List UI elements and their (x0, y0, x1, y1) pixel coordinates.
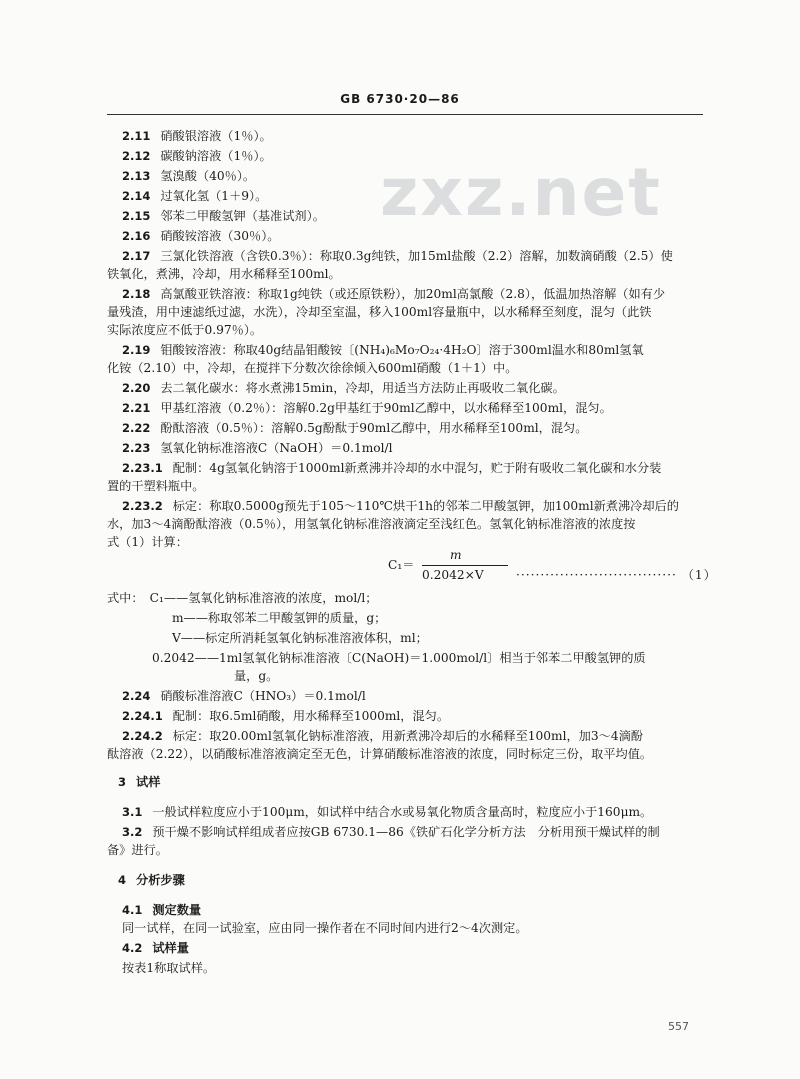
text-line (122, 688, 366, 704)
line-text: 标定：称取0.5000g预先于105～110℃烘干1h的邻苯二甲酸氢钾，加100ml新煮沸冷却后的 (172, 499, 679, 513)
clause-number: 2.23 (122, 441, 151, 455)
line-text: 试样量 (152, 941, 189, 955)
clause-number: 2.24.1 (122, 709, 163, 723)
text-line (122, 440, 393, 456)
text-line (122, 168, 255, 184)
text-line (122, 286, 665, 302)
clause-number: 2.15 (122, 209, 151, 223)
line-text: 测定数量 (152, 903, 202, 917)
line-text: 配制：取6.5ml硝酸，用水稀释至1000ml，混匀。 (172, 709, 450, 723)
line-text: 去二氧化碳水：将水煮沸15min，冷却，用适当方法防止再吸收二氧化碳。 (160, 381, 565, 395)
section-heading (118, 872, 185, 888)
clause-number: 2.21 (122, 401, 151, 415)
text-line (107, 360, 517, 376)
text-line (122, 342, 644, 358)
line-text: 铁氧化，煮沸，冷却，用水稀释至100ml。 (107, 267, 341, 281)
line-text: 水，加3～4滴酚酞溶液（0.5％），用氢氧化钠标准溶液滴定至浅红色。氢氧化钠标准溶液的浓度按 (107, 517, 636, 531)
text-line (122, 460, 661, 476)
line-text: 式（1）计算： (107, 535, 188, 549)
line-text: 硝酸标准溶液C（HNO₃）＝0.1mol/l (160, 689, 366, 703)
clause-number: 2.16 (122, 229, 151, 243)
line-text: 试样 (136, 775, 161, 789)
line-text: 硝酸铵溶液（30％）。 (160, 229, 280, 243)
clause-number: 2.17 (122, 249, 151, 263)
watermark: zxz.net (380, 154, 662, 231)
text-line (107, 534, 188, 550)
text-line (122, 804, 652, 820)
text-line (234, 668, 278, 684)
text-line (122, 248, 673, 264)
text-line (122, 960, 215, 976)
line-text: 氢氧化钠标准溶液C（NaOH）＝0.1mol/l (160, 441, 393, 455)
text-line (122, 188, 267, 204)
clause-number: 3.2 (122, 825, 143, 839)
page-header: GB 6730·20—86 (340, 92, 460, 106)
text-line (122, 498, 679, 514)
text-line (107, 266, 341, 282)
clause-number: 2.12 (122, 149, 151, 163)
text-line (107, 322, 262, 338)
line-text: 化铵（2.10）中，冷却，在搅拌下分数次徐徐倾入600ml硝酸（1＋1）中。 (107, 361, 518, 375)
line-text: 量残渣，用中速滤纸过滤，水洗），冷却至室温，移入100ml容量瓶中，以水稀释至刻度，混匀（此铁 (107, 305, 652, 319)
line-text: 一般试样粒度应小于100μm，如试样中结合水或易氧化物质含量高时，粒度应小于160μm。 (152, 805, 653, 819)
text-line (122, 128, 272, 144)
clause-number: 2.19 (122, 343, 151, 357)
line-text: 按表1称取试样。 (122, 961, 216, 975)
clause-number: 4.1 (122, 903, 143, 917)
text-line (122, 228, 279, 244)
line-text: 氢溴酸（40％）。 (160, 169, 256, 183)
line-text: 碳酸钠溶液（1％）。 (160, 149, 272, 163)
text-line (172, 630, 428, 646)
line-text: m——称取邻苯二甲酸氢钾的质量，g； (172, 611, 387, 625)
clause-number: 2.24 (122, 689, 151, 703)
line-text: 式中： C₁——氢氧化钠标准溶液的浓度，mol/l； (107, 591, 378, 605)
line-text: 配制：4g氢氧化钠溶于1000ml新煮沸并冷却的水中混匀，贮于附有吸收二氧化碳和水分装 (172, 461, 662, 475)
text-line (122, 420, 587, 436)
text-line (107, 842, 168, 858)
text-line (122, 824, 660, 840)
clause-number: 3 (118, 775, 127, 789)
fraction-bar (422, 565, 508, 566)
section-heading (122, 940, 189, 956)
clause-number: 3.1 (122, 805, 143, 819)
line-text: 高氯酸亚铁溶液：称取1g纯铁（或还原铁粉），加20ml高氯酸（2.8），低温加热溶解（如有少 (160, 287, 666, 301)
line-text: 过氧化氢（1＋9）。 (160, 189, 268, 203)
text-line (107, 478, 205, 494)
text-line (122, 208, 325, 224)
text-line (122, 400, 612, 416)
text-line (122, 380, 565, 396)
page-number: 557 (668, 1020, 689, 1033)
text-line (107, 516, 635, 532)
line-text: 置的干塑料瓶中。 (107, 479, 205, 493)
line-text: V——标定所消耗氢氧化钠标准溶液体积，ml； (172, 631, 428, 645)
section-heading (118, 774, 160, 790)
line-text: 硝酸银溶液（1％）。 (160, 129, 272, 143)
clause-number: 2.13 (122, 169, 151, 183)
text-line (172, 610, 386, 626)
line-text: 标定：取20.00ml氢氧化钠标准溶液，用新煮沸冷却后的水稀释至100ml，加3～4滴酚 (172, 729, 643, 743)
line-text: 钼酸铵溶液：称取40g结晶钼酸铵〔(NH₄)₆Mo₇O₂₄·4H₂O〕溶于300ml温水和80ml氢氧 (160, 343, 644, 357)
line-text: 酞溶液（2.22），以硝酸标准溶液滴定至无色，计算硝酸标准溶液的浓度，同时标定三份，取平均值。 (107, 747, 653, 761)
line-text: 预干燥不影响试样组成者应按GB 6730.1—86《铁矿石化学分析方法 分析用预干燥试样的制 (152, 825, 660, 839)
line-text: 酚酞溶液（0.5％）：溶解0.5g酚酞于90ml乙醇中，用水稀释至100ml，混匀。 (160, 421, 588, 435)
formula-denominator: 0.2042×V (422, 568, 484, 582)
text-line (152, 650, 646, 666)
formula-number: ································· （1） (516, 568, 717, 582)
line-text: 分析步骤 (136, 873, 185, 887)
text-line (122, 148, 272, 164)
formula-numerator: m (450, 548, 462, 562)
line-text: 同一试样，在同一试验室，应由同一操作者在不同时间内进行2～4次测定。 (122, 921, 528, 935)
text-line (107, 304, 652, 320)
text-line (107, 590, 377, 606)
clause-number: 4.2 (122, 941, 143, 955)
text-line (122, 708, 449, 724)
text-line (107, 746, 652, 762)
line-text: 备》进行。 (107, 843, 168, 857)
clause-number: 4 (118, 873, 127, 887)
clause-number: 2.14 (122, 189, 151, 203)
formula-lhs: C₁＝ (388, 558, 415, 572)
line-text: 0.2042——1ml氢氧化钠标准溶液〔C(NaOH)＝1.000mol/l〕相当于邻苯二甲酸氢钾的质 (152, 651, 646, 665)
line-text: 邻苯二甲酸氢钾（基准试剂）。 (160, 209, 325, 223)
line-text: 实际浓度应不低于0.97％）。 (107, 323, 263, 337)
clause-number: 2.24.2 (122, 729, 163, 743)
header-rule (107, 114, 703, 115)
line-text: 甲基红溶液（0.2％）：溶解0.2g甲基红于90ml乙醇中，以水稀释至100ml，混匀。 (160, 401, 612, 415)
clause-number: 2.23.1 (122, 461, 163, 475)
text-line (122, 920, 528, 936)
line-text: 量，g。 (234, 669, 279, 683)
clause-number: 2.11 (122, 129, 151, 143)
clause-number: 2.23.2 (122, 499, 163, 513)
line-text: 三氯化铁溶液（含铁0.3％）：称取0.3g纯铁，加15ml盐酸（2.2）溶解，加数滴硝酸（2.5）使 (160, 249, 673, 263)
clause-number: 2.18 (122, 287, 151, 301)
text-line (122, 728, 643, 744)
clause-number: 2.22 (122, 421, 151, 435)
clause-number: 2.20 (122, 381, 151, 395)
section-heading (122, 902, 201, 918)
